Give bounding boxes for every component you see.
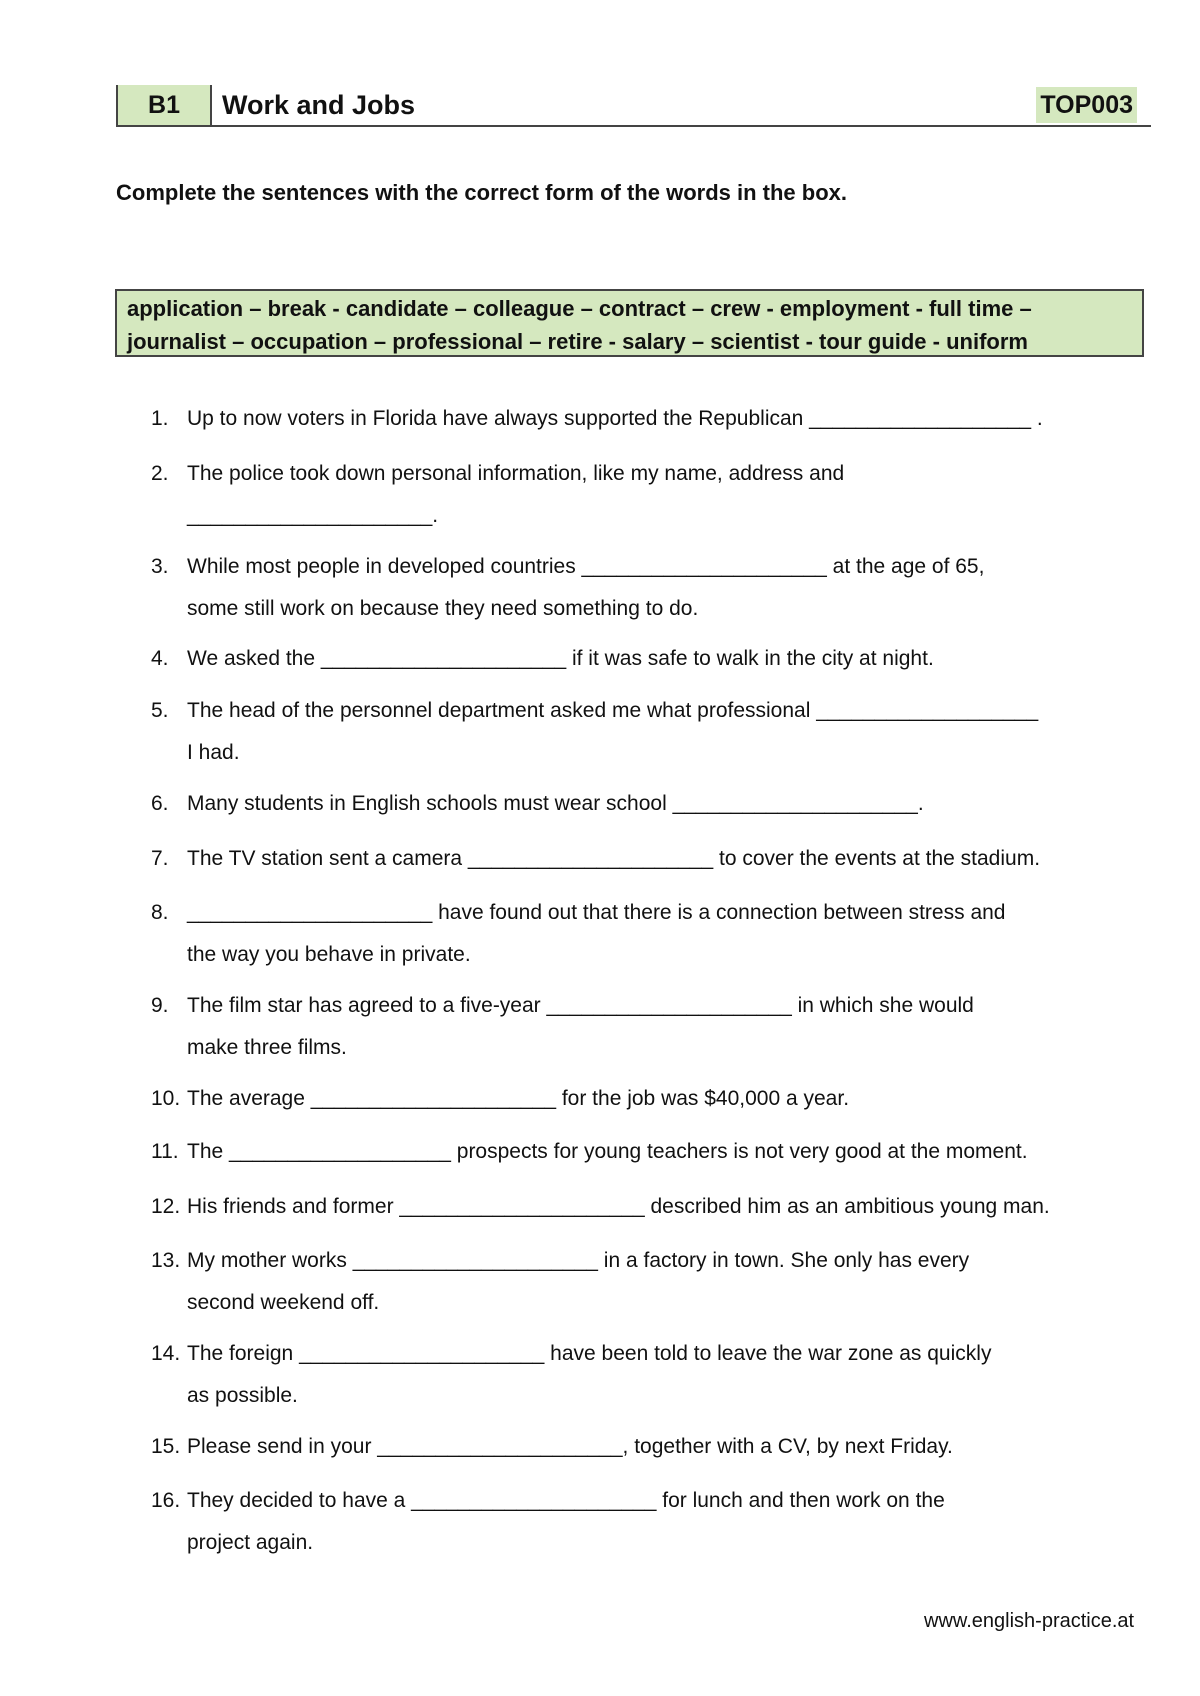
- exercise-item: [151, 1131, 1151, 1173]
- exercise-line-1: The ___________________ prospects for young teachers is not very good at the moment.: [187, 1140, 1028, 1163]
- exercise-line-1: The head of the personnel department asked me what professional ___________________: [187, 699, 1039, 722]
- exercise-line-1: Please send in your _____________________, together with a CV, by next Friday.: [187, 1435, 953, 1458]
- exercise-item: [151, 1186, 1151, 1228]
- exercise-line-1: _____________________ have found out that there is a connection between stress and: [187, 901, 1006, 924]
- exercise-number: 5.: [151, 699, 169, 722]
- exercise-number: 6.: [151, 792, 169, 815]
- topic-code: TOP003: [1036, 87, 1137, 123]
- exercise-item: [151, 892, 1151, 976]
- exercise-number: 12.: [151, 1195, 181, 1218]
- exercise-item: [151, 783, 1151, 825]
- exercise-number: 10.: [151, 1087, 181, 1110]
- exercise-line-2: second weekend off.: [187, 1291, 380, 1314]
- exercise-line-1: The average _____________________ for the job was $40,000 a year.: [187, 1087, 850, 1110]
- exercise-line-2: make three films.: [187, 1036, 347, 1059]
- exercise-item: [151, 398, 1151, 440]
- exercise-item: [151, 690, 1151, 774]
- exercise-number: 2.: [151, 462, 169, 485]
- exercise-line-2: project again.: [187, 1531, 314, 1554]
- exercise-number: 13.: [151, 1249, 181, 1272]
- exercise-item: [151, 985, 1151, 1069]
- level-badge: B1: [116, 85, 212, 125]
- exercise-line-2: as possible.: [187, 1384, 298, 1407]
- exercise-item: [151, 1426, 1151, 1468]
- exercise-line-1: They decided to have a _____________________ for lunch and then work on the: [187, 1489, 945, 1512]
- exercise-line-2: the way you behave in private.: [187, 943, 471, 966]
- exercise-number: 11.: [151, 1140, 179, 1163]
- instruction-text: Complete the sentences with the correct form of the words in the box.: [116, 180, 847, 205]
- exercise-item: [151, 838, 1151, 880]
- exercise-number: 7.: [151, 847, 169, 870]
- exercise-number: 8.: [151, 901, 169, 924]
- word-box-line-1: application – break - candidate – colleague – contract – crew - employment - full time –: [127, 296, 1032, 321]
- worksheet-header: [116, 85, 1151, 127]
- exercise-item: [151, 1078, 1151, 1120]
- exercise-item: [151, 453, 1151, 537]
- exercise-number: 16.: [151, 1489, 181, 1512]
- exercise-number: 1.: [151, 407, 169, 430]
- exercise-line-1: Up to now voters in Florida have always supported the Republican ___________________ .: [187, 407, 1043, 430]
- exercise-line-2: I had.: [187, 741, 240, 764]
- exercise-line-1: My mother works _____________________ in a factory in town. She only has every: [187, 1249, 970, 1272]
- exercise-line-1: While most people in developed countries _____________________ at the age of 65,: [187, 555, 985, 578]
- exercise-line-1: The foreign _____________________ have been told to leave the war zone as quickly: [187, 1342, 992, 1365]
- exercise-line-1: We asked the _____________________ if it was safe to walk in the city at night.: [187, 647, 934, 670]
- exercise-number: 9.: [151, 994, 169, 1017]
- exercise-line-2: some still work on because they need something to do.: [187, 597, 699, 620]
- exercise-item: [151, 638, 1151, 680]
- exercise-line-1: Many students in English schools must wear school _____________________.: [187, 792, 924, 815]
- word-box: [115, 289, 1144, 357]
- website-footer: www.english-practice.at: [924, 1610, 1135, 1632]
- worksheet-title: Work and Jobs: [222, 89, 416, 120]
- exercise-item: [151, 1480, 1151, 1564]
- exercise-item: [151, 546, 1151, 630]
- exercise-line-1: The film star has agreed to a five-year _____________________ in which she would: [187, 994, 974, 1017]
- exercise-line-1: The police took down personal information, like my name, address and: [187, 462, 845, 485]
- exercise-number: 4.: [151, 647, 169, 670]
- exercise-number: 15.: [151, 1435, 181, 1458]
- exercise-item: [151, 1333, 1151, 1417]
- exercise-number: 14.: [151, 1342, 181, 1365]
- exercise-number: 3.: [151, 555, 169, 578]
- exercise-line-2: _____________________.: [187, 504, 439, 527]
- exercise-line-1: The TV station sent a camera _____________________ to cover the events at the stadium.: [187, 847, 1041, 870]
- exercise-item: [151, 1240, 1151, 1324]
- exercise-line-1: His friends and former _____________________ described him as an ambitious young man.: [187, 1195, 1050, 1218]
- word-box-line-2: journalist – occupation – professional – retire - salary – scientist - tour guide - uniform: [127, 329, 1028, 354]
